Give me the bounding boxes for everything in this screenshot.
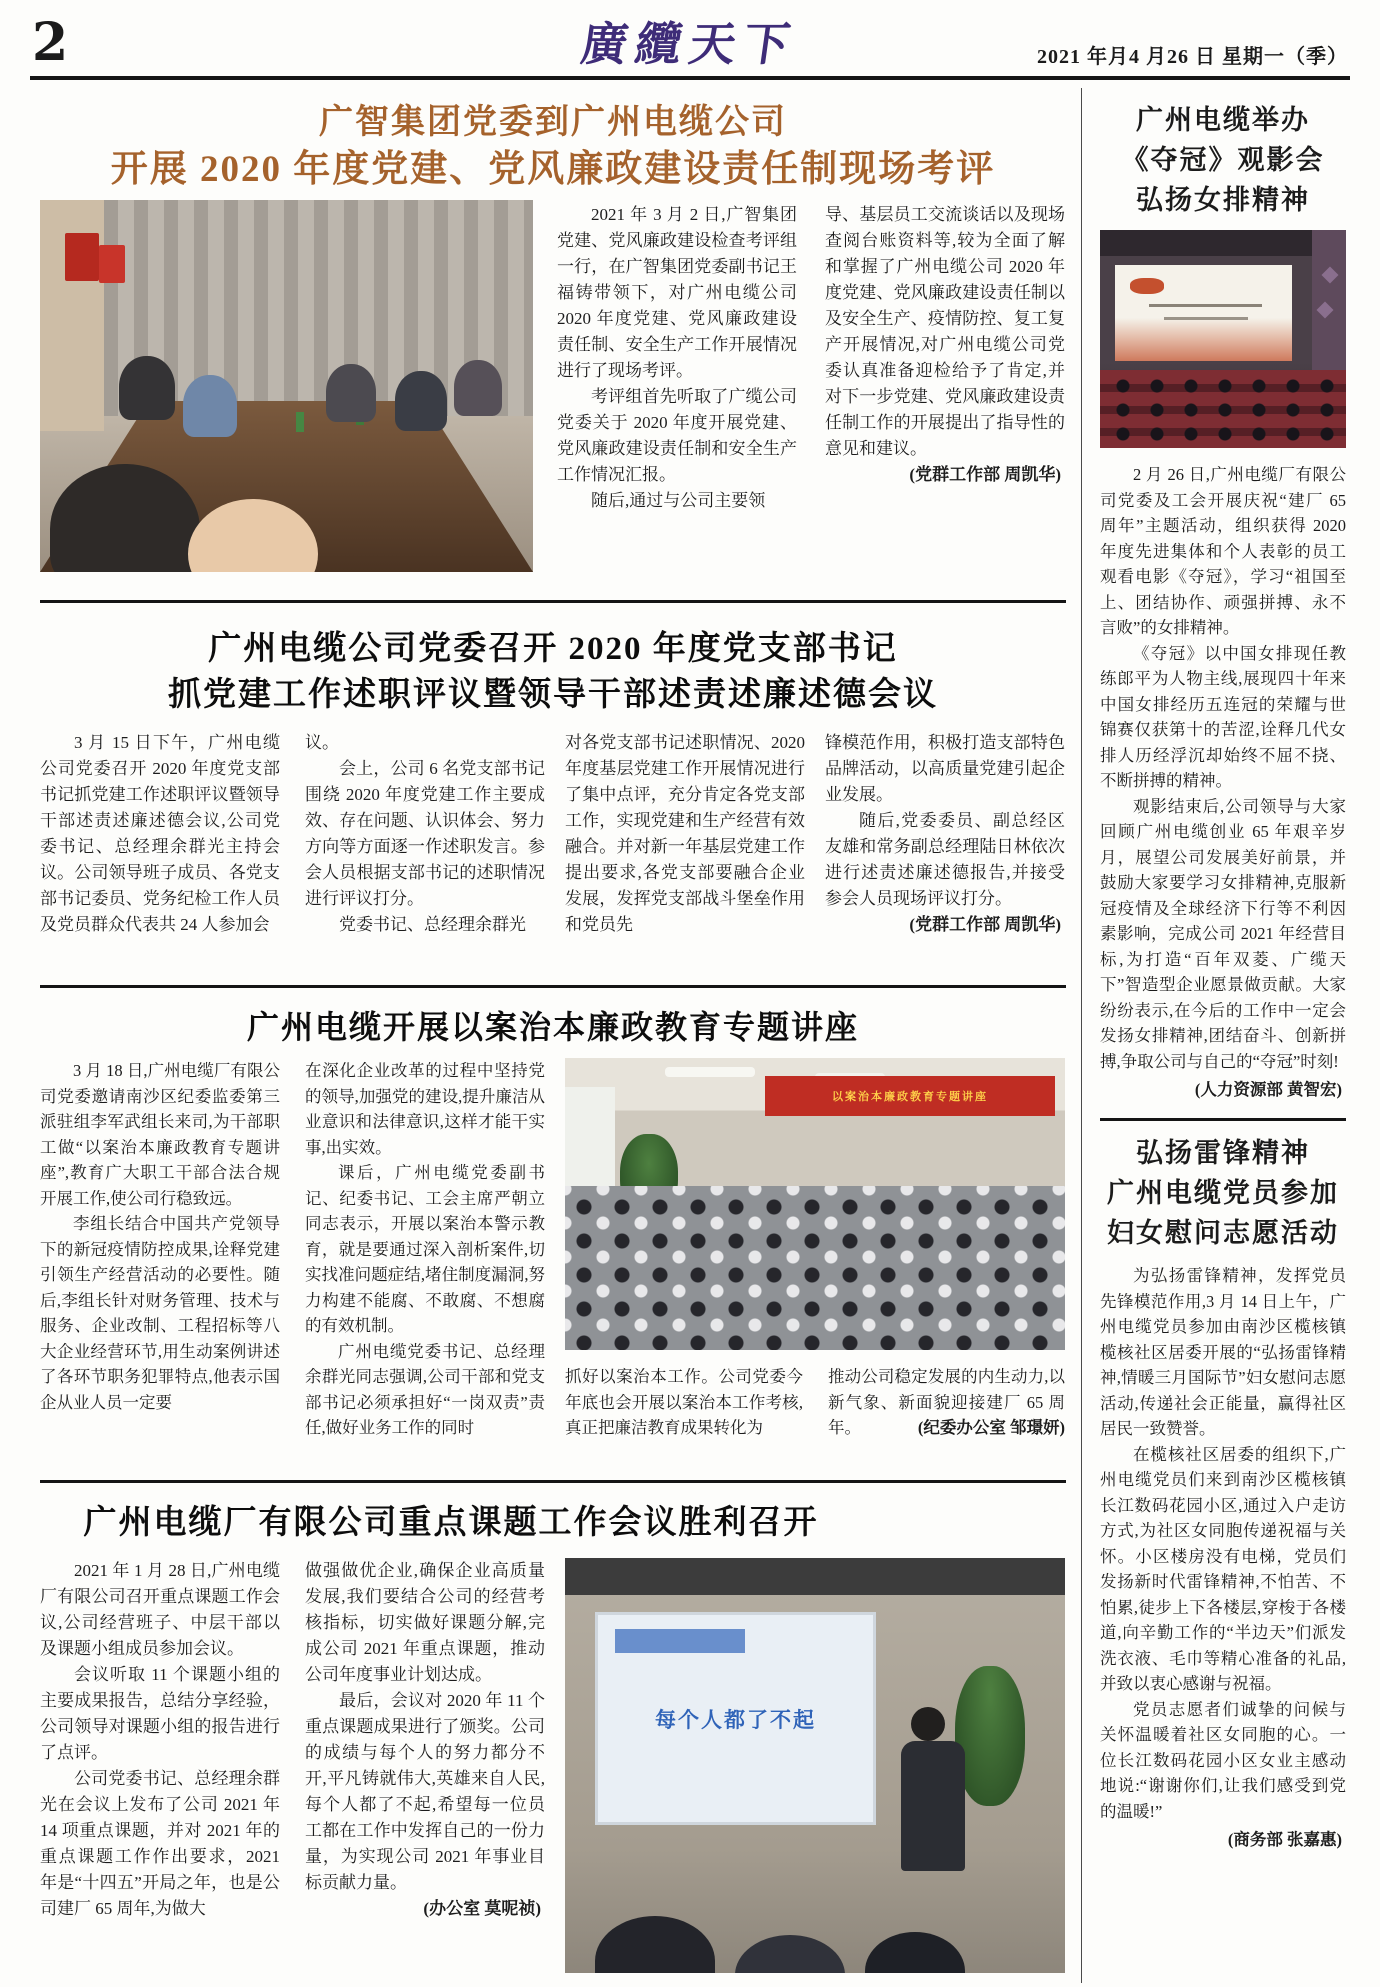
article3-bottom-right [828, 1364, 1065, 1441]
paragraph: 会上，公司 6 名党支部书记围绕 2020 年度党建工作主要成效、存在问题、认识体会、努力方向等方面逐一作述职发言。参会人员根据支部书记的述职情况进行评议打分。 [305, 759, 545, 908]
dark-ceiling [565, 1558, 1065, 1595]
paragraph: 2 月 26 日,广州电缆厂有限公司党委及工会开展庆祝“建厂 65 周年”主题活动，组织获得 2020 年度先进集体和个人表彰的员工观看电影《夺冠》，学习“祖国至上、团结协作、顽强拼搏、永不言败”的女排精神。 [1100, 465, 1346, 637]
red-banner [765, 1076, 1055, 1117]
article1-column2 [825, 202, 1065, 580]
paragraph: 公司党委书记、总经理余群光在会议上发布了公司 2021 年 14 项重点课题，并对 2021 年的重点课题工作作出要求，2021 年是“十四五”开局之年，也是公司建厂 65 周年,为做大 [40, 1769, 280, 1918]
article1-title-line1: 广智集团党委到广州电缆公司 [319, 104, 787, 141]
paragraph: 导、基层员工交流谈话以及现场查阅台账资料等,较为全面了解和掌握了广州电缆公司 2020 年度党建、党风廉政建设责任制以及安全生产、疫情防控、复工复产开展情况,对广州电缆公司党委认真准备迎检给予了肯定,并对下一步党建、党风廉政建设责任制工作的开展提出了指导性的意见和建议。 [825, 205, 1065, 458]
article2-title-line2: 抓党建工作述职评议暨领导干部述责述廉述德会议 [168, 677, 938, 713]
paragraph: 考评组首先听取了广缆公司党委关于 2020 年度开展党建、党风廉政建设责任制和安全生产工作情况汇报。 [557, 387, 797, 484]
paragraph [828, 1364, 1065, 1441]
paragraph: 3 月 18 日,广州电缆厂有限公司党委邀请南沙区纪委监委第三派驻组李军武组长来司,为干部职工做“以案治本廉政教育专题讲座”,教育广大职工干部合法合规开展工作,使公司行稳致远。 [40, 1061, 280, 1208]
section-divider [40, 600, 1066, 603]
article2-column1 [40, 730, 280, 980]
article2-column2 [305, 730, 545, 980]
article2-column4 [825, 730, 1065, 980]
paragraph: 2021 年 3 月 2 日,广智集团党建、党风廉政建设检查考评组一行，在广智集团党委副书记王福铸带领下，对广州电缆公司 2020 年度党建、党风廉政建设责任制、安全生产工作开展情况进行了现场考评。 [557, 205, 797, 380]
article4-column1 [40, 1558, 280, 1978]
article1-column1 [557, 202, 797, 580]
title-line: 弘扬女排精神 [1136, 185, 1310, 215]
sidebar-article1-byline: (人力资源部 黄智宏) [1194, 1080, 1342, 1099]
paragraph: 最后，会议对 2020 年 11 个重点课题成果进行了颁奖。公司的成绩与每个人的努力都分不开,平凡铸就伟大,英雄来自人民,每个人都了不起,希望每一位员工都在工作中发挥自己的一份力量，为实现公司 2021 年事业目标贡献力量。 [305, 1691, 545, 1892]
sidebar-article1-title [1100, 100, 1346, 220]
title-line: 广州电缆举办 [1136, 105, 1310, 135]
paragraph: 观影结束后,公司领导与大家回顾广州电缆创业 65 年艰辛岁月，展望公司发展美好前景，并鼓励大家要学习女排精神,克服新冠疫情及全球经济下行等不利因素影响，完成公司 2021 年经营目标,为打造“百年双菱、广缆天下”智造型企业愿景做贡献。大家纷纷表示,在今后的工作中一定会发扬女排精神,团结奋斗、创新拼搏,争取公司与自己的“夺冠”时刻! [1100, 796, 1346, 1071]
ceiling-light [665, 1067, 755, 1077]
section-divider [40, 1480, 1066, 1483]
potted-plant [955, 1666, 1025, 1806]
paragraph: 《夺冠》以中国女排现任教练郎平为人物主线,展现四十年来中国女排经历五连冠的荣耀与世锦赛仅获第十的苦涩,诠释几代女排人历经浮沉却始终不屈不挠、不断拼搏的精神。 [1100, 643, 1346, 790]
paragraph: 广州电缆党委书记、总经理余群光同志强调,公司干部和党支部书记必须承担好“一岗双责”责任,做好业务工作的同时 [305, 1341, 545, 1437]
paragraph: 在榄核社区居委的组织下,广州电缆党员们来到南沙区榄核镇长江数码花园小区,通过入户走访方式,为社区女同胞传递祝福与关怀。小区楼房没有电梯，党员们发扬新时代雷锋精神,不怕苦、不怕累,徒步上下各楼层,穿梭于各楼道,向辛勤工作的“半边天”们派发洗衣液、毛巾等精心准备的礼品,并致以衷心感谢与祝福。 [1100, 1444, 1346, 1693]
screen-heading-block [615, 1629, 745, 1654]
article1-meeting-photo [40, 200, 533, 572]
article3-lecture-photo [565, 1058, 1065, 1350]
paragraph-text: 推动公司稳定发展的内生动力,以新气象、新面貌迎接建厂 65 周年。 [828, 1367, 1065, 1437]
section-divider [40, 985, 1066, 988]
paragraph: 李组长结合中国共产党领导下的新冠疫情防控成果,诠释党建引领生产经营活动的必要性。随后,李组长针对财务管理、技术与服务、企业改制、工程招标等八大企业经营环节,用生动案例讲述了各环节职务犯罪特点,他表示国企从业人员一定要 [40, 1214, 280, 1412]
title-line: 弘扬雷锋精神 [1136, 1138, 1310, 1168]
page-header [30, 0, 1350, 80]
paragraph: 课后，广州电缆党委副书记、纪委书记、工会主席严朝立同志表示，开展以案治本警示教育，就是要通过深入剖析案件,切实找准问题症结,堵住制度漏洞,努力构建不能腐、不敢腐、不想腐的有效机制。 [305, 1163, 545, 1335]
article2-column3 [565, 730, 805, 980]
red-flag [65, 233, 99, 281]
article3-column2 [305, 1058, 545, 1472]
paragraph: 在深化企业改革的过程中坚持党的领导,加强党的建设,提升廉洁从业意识和法律意识,这样才能干实事,出实效。 [305, 1061, 545, 1157]
paragraph: 做强做优企业,确保企业高质量发展,我们要结合公司的经营考核指标，切实做好课题分解,完成公司 2021 年重点课题，推动公司年度事业计划达成。 [305, 1561, 545, 1684]
title-line: 《夺冠》观影会 [1121, 145, 1325, 175]
paragraph: 党员志愿者们诚挚的问候与关怀温暖着社区女同胞的心。一位长江数码花园小区女业主感动地说:“谢谢你们,让我们感受到党的温暖!” [1100, 1699, 1346, 1821]
sidebar [1100, 88, 1346, 1850]
person-silhouette [183, 375, 237, 437]
paragraph: 抓好以案治本工作。公司党委今年底也会开展以案治本工作考核,真正把廉洁教育成果转化为 [565, 1367, 803, 1437]
article4-title: 广州电缆厂有限公司重点课题工作会议胜利召开 [83, 1505, 819, 1541]
paragraph: 2021 年 1 月 28 日,广州电缆厂有限公司召开重点课题工作会议,公司经营班子、中层干部以及课题小组成员参加会议。 [40, 1561, 280, 1658]
article4-presentation-photo [565, 1558, 1065, 1973]
person-silhouette [326, 364, 376, 422]
screen-text: 每个人都了不起 [655, 1707, 816, 1732]
title-line: 广州电缆党员参加 [1107, 1178, 1339, 1208]
screen-text-line [1164, 317, 1248, 320]
paragraph: 党委书记、总经理余群光 [339, 915, 526, 934]
article3-bottom-left [565, 1364, 803, 1441]
article4-column2 [305, 1558, 545, 1978]
sidebar-article2-byline: (商务部 张嘉惠) [1227, 1830, 1342, 1849]
sidebar-article1-body [1100, 462, 1346, 1074]
article3-title: 广州电缆开展以案治本廉政教育专题讲座 [246, 1009, 859, 1045]
paragraph: 为弘扬雷锋精神，发挥党员先锋模范作用,3 月 14 日上午，广州电缆党员参加由南沙区榄核镇榄核社区居委开展的“弘扬雷锋精神,情暖三月国际节”妇女慰问志愿活动,传递社会正能量，赢得社区居民一致赞誉。 [1100, 1266, 1346, 1438]
article3-byline: (纪委办公室 邹璟妍) [917, 1418, 1065, 1437]
sidebar-article2-title [1100, 1133, 1346, 1253]
column-divider-vertical [1081, 88, 1082, 1983]
sidebar-article2-body [1100, 1263, 1346, 1824]
water-bottle [296, 412, 304, 432]
paragraph: 随后,通过与公司主要领 [591, 491, 766, 510]
person-silhouette [454, 360, 502, 416]
article4-byline: (办公室 莫呢祯) [423, 1899, 541, 1918]
paragraph: 3 月 15 日下午，广州电缆公司党委召开 2020 年度党支部书记抓党建工作述职评议暨领导干部述责述廉述德会议,公司党委书记、总经理余群光主持会议。公司领导班子成员、各党支部书记委员、党务纪检工作人员及党员群众代表共 24 人参加会 [40, 733, 280, 934]
speaker-body [901, 1741, 965, 1871]
person-silhouette [119, 356, 175, 420]
screen-text-line [1149, 304, 1262, 307]
paragraph: 随后,党委委员、副总经区友雄和常务副总经理陆日林依次进行述责述廉述德报告,并接受参会人员现场评议打分。 [825, 811, 1065, 908]
masthead-title: 廣纜天下 [577, 17, 802, 71]
article2-byline: (党群工作部 周凯华) [909, 915, 1061, 934]
paragraph: 会议听取 11 个课题小组的主要成果报告，总结分享经验，公司领导对课题小组的报告进行了点评。 [40, 1665, 280, 1762]
red-flag-small [99, 245, 125, 283]
paragraph: 议。 [305, 733, 339, 752]
paragraph: 锋模范作用，积极打造支部特色品牌活动，以高质量党建引起企业发展。 [825, 733, 1065, 804]
dateline: 2021 年月4 月26 日 星期一（季） [1037, 46, 1348, 68]
person-silhouette [395, 371, 447, 431]
article1-byline: (党群工作部 周凯华) [909, 465, 1061, 484]
sidebar-cinema-photo [1100, 230, 1346, 448]
article3-column1 [40, 1058, 280, 1472]
title-line: 妇女慰问志愿活动 [1107, 1218, 1339, 1248]
page-number: 2 [32, 12, 69, 73]
sidebar-divider [1100, 1118, 1346, 1121]
screen-logo [1130, 278, 1164, 294]
audience-heads [1100, 370, 1346, 448]
paragraph: 对各党支部书记述职情况、2020 年度基层党建工作开展情况进行了集中点评，充分肯定各党支部工作，实现党建和生产经营有效融合。并对新一年基层党建工作提出要求,各党支部要融合企业发展，发挥党支部战斗堡垒作用和党员先 [565, 733, 805, 934]
article2-title-line1: 广州电缆公司党委召开 2020 年度党支部书记 [208, 631, 898, 667]
article1-title-line2: 开展 2020 年度党建、党风廉政建设责任制现场考评 [110, 149, 996, 190]
banner-text: 以案治本廉政教育专题讲座 [832, 1090, 988, 1103]
audience-crowd [565, 1186, 1065, 1350]
